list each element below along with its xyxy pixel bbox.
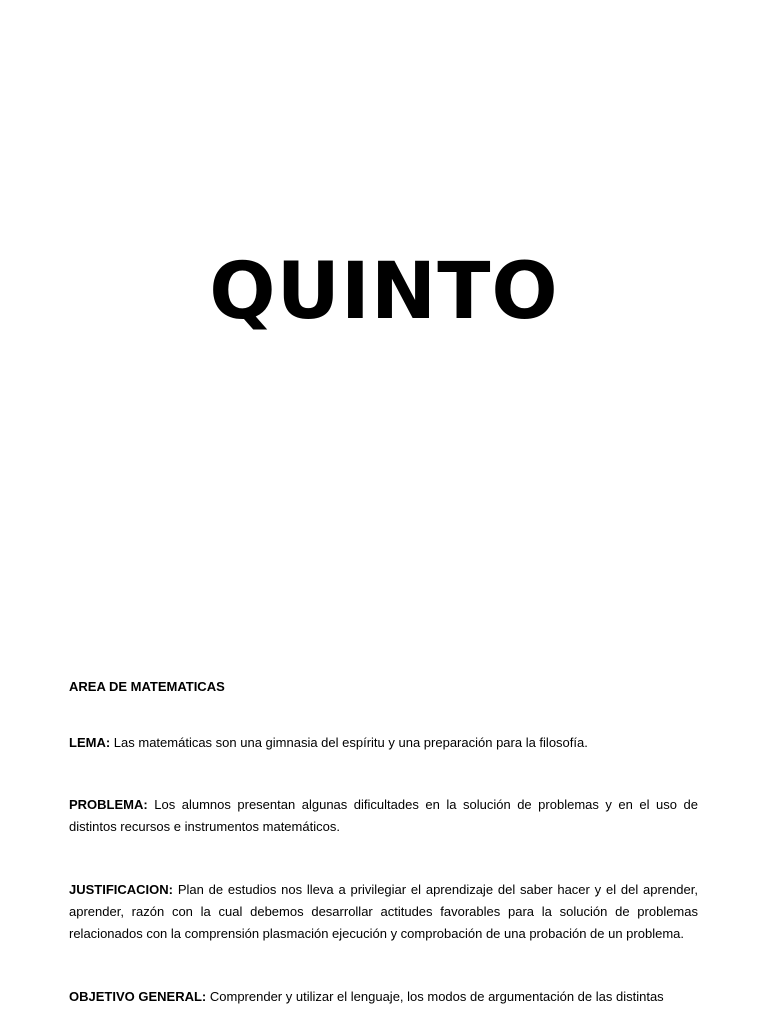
problema-label: PROBLEMA: — [69, 797, 148, 812]
justificacion-text: Plan de estudios nos lleva a privilegiar el aprendizaje del saber hacer y el del aprender, aprender, razón con la cual debemos desarrollar actitudes favorables para la solución de problemas relacionados con la comprensión plasmación ejecución y comprobación de una probación de un problema. — [69, 882, 698, 941]
lema-label: LEMA: — [69, 735, 111, 750]
page-title: QUINTO — [209, 247, 559, 337]
document-body — [69, 676, 698, 1024]
justificacion-label: JUSTIFICACION: — [69, 882, 173, 897]
objetivo-general-paragraph — [69, 986, 698, 1008]
objetivo-general-label: OBJETIVO GENERAL: — [69, 989, 207, 1004]
lema-text: Las matemáticas son una gimnasia del espíritu y una preparación para la filosofía. — [113, 735, 588, 750]
area-heading: AREA DE MATEMATICAS — [69, 679, 225, 694]
justificacion-paragraph — [69, 879, 698, 945]
lema-paragraph — [69, 732, 698, 754]
problema-paragraph — [69, 794, 698, 838]
objetivo-general-text: Comprender y utilizar el lenguaje, los modos de argumentación de las distintas — [209, 989, 664, 1004]
problema-text: Los alumnos presentan algunas dificultades en la solución de problemas y en el uso de distintos recursos e instrumentos matemáticos. — [69, 797, 698, 834]
